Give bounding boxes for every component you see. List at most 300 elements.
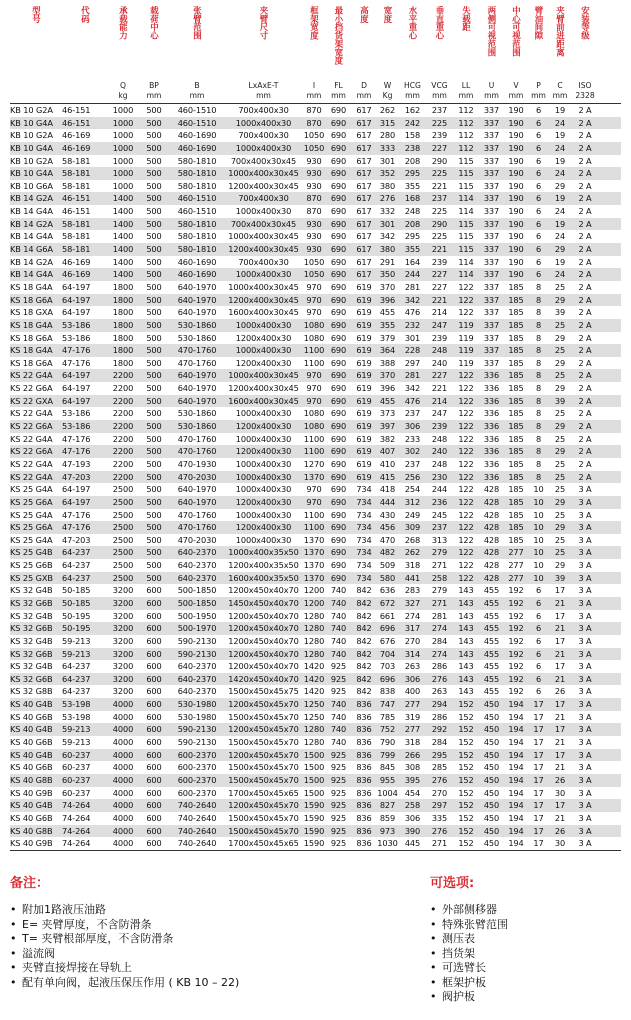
cell-load-center-bp: 500	[146, 142, 162, 153]
cell-arm-range-b: 740-2640	[177, 812, 217, 823]
cell-u: 455	[483, 661, 500, 672]
cell-model: KS 32 G4B	[10, 661, 53, 672]
cell-c: 21	[554, 673, 566, 684]
cell-code: 47-176	[62, 446, 91, 457]
table-row	[10, 268, 621, 281]
cell-arm-range-b: 500-1850	[177, 585, 217, 596]
header-label: 两侧可视范围	[487, 6, 497, 57]
header-col-load-center-bp	[138, 4, 170, 102]
header-unit: mm	[306, 91, 322, 100]
cell-p: 6	[535, 168, 542, 179]
cell-vcg: 236	[431, 496, 448, 507]
cell-p: 6	[535, 661, 542, 672]
cell-u: 455	[483, 635, 500, 646]
cell-min-backrest-fl: 690	[330, 231, 347, 242]
header-label: 型号	[31, 6, 42, 23]
cell-arm-range-b: 460-1690	[177, 130, 217, 141]
cell-arm-size: 1700x450x45x65	[228, 787, 299, 798]
cell-c: 24	[554, 231, 566, 242]
cell-arm-size: 1200x450x40x70	[228, 661, 299, 672]
cell-frame-width-i: 1370	[303, 572, 325, 583]
cell-iso: 2 A	[578, 433, 592, 444]
cell-hcg: 277	[404, 699, 421, 710]
cell-arm-range-b: 740-2640	[177, 838, 217, 849]
cell-load-center-bp: 500	[146, 522, 162, 533]
table-row	[10, 534, 621, 547]
cell-ll: 114	[458, 269, 474, 280]
cell-load-center-bp: 600	[146, 812, 162, 823]
cell-height-d: 617	[356, 155, 372, 166]
cell-code: 64-197	[62, 294, 91, 305]
cell-arm-size: 1500x450x45x70	[228, 762, 299, 773]
table-row	[10, 445, 621, 458]
cell-hcg: 295	[404, 231, 421, 242]
cell-hcg: 306	[404, 421, 421, 432]
cell-p: 17	[533, 699, 544, 710]
cell-ll: 119	[458, 345, 474, 356]
cell-min-backrest-fl: 690	[330, 193, 347, 204]
cell-iso: 3 A	[578, 787, 592, 798]
cell-v: 277	[508, 560, 524, 571]
cell-u: 337	[483, 319, 500, 330]
cell-width-w: 696	[379, 673, 396, 684]
cell-frame-width-i: 1050	[303, 269, 325, 280]
cell-capacity-q: 1400	[112, 231, 134, 242]
cell-model: KB 14 G2A	[10, 193, 53, 204]
cell-vcg: 286	[431, 661, 448, 672]
header-symbol: C	[557, 81, 563, 90]
cell-load-center-bp: 500	[146, 168, 162, 179]
cell-p: 8	[535, 458, 542, 469]
cell-v: 192	[508, 610, 524, 621]
header-symbol: W	[383, 81, 392, 90]
cell-model: KB 10 G2A	[10, 130, 53, 141]
cell-arm-size: 1000x400x30	[235, 269, 292, 280]
cell-min-backrest-fl: 690	[330, 105, 347, 115]
cell-c: 24	[554, 117, 566, 128]
cell-arm-size: 1600x400x35x50	[228, 572, 299, 583]
notes-item: • 附加1路液压油路	[10, 903, 410, 918]
cell-vcg: 279	[431, 547, 448, 558]
cell-load-center-bp: 600	[146, 737, 162, 748]
cell-ll: 122	[458, 446, 474, 457]
cell-code: 64-197	[62, 496, 91, 507]
header-unit: mm	[432, 91, 447, 100]
cell-arm-range-b: 600-2370	[177, 762, 217, 773]
cell-c: 17	[554, 724, 566, 735]
cell-capacity-q: 4000	[112, 699, 134, 710]
cell-u: 337	[483, 345, 500, 356]
cell-v: 185	[508, 433, 524, 444]
cell-capacity-q: 3200	[112, 597, 134, 608]
cell-arm-size: 1000x400x30	[235, 458, 292, 469]
header-symbol: D	[361, 81, 367, 90]
cell-height-d: 842	[356, 673, 372, 684]
cell-frame-width-i: 970	[306, 281, 322, 292]
cell-p: 10	[533, 534, 544, 545]
header-unit: mm	[552, 91, 568, 100]
cell-height-d: 842	[356, 585, 372, 596]
cell-vcg: 313	[431, 534, 448, 545]
table-row	[10, 155, 621, 168]
cell-arm-range-b: 460-1690	[177, 142, 217, 153]
cell-height-d: 836	[356, 737, 372, 748]
notes-item: • 配有单向阀，起液压保压作用 ( KB 10 – 22)	[10, 976, 410, 991]
cell-v: 185	[508, 509, 524, 520]
cell-ll: 122	[458, 370, 474, 381]
cell-iso: 3 A	[578, 597, 592, 608]
cell-height-d: 842	[356, 597, 372, 608]
cell-iso: 2 A	[578, 231, 592, 242]
cell-width-w: 747	[379, 699, 396, 710]
cell-min-backrest-fl: 740	[330, 699, 347, 710]
cell-width-w: 379	[379, 332, 396, 343]
cell-height-d: 617	[356, 168, 372, 179]
cell-v: 185	[508, 332, 524, 343]
cell-capacity-q: 1000	[112, 180, 134, 191]
table-row	[10, 192, 621, 205]
cell-height-d: 842	[356, 661, 372, 672]
cell-capacity-q: 2200	[112, 433, 134, 444]
cell-arm-size: 700x400x30x45	[230, 218, 297, 229]
cell-hcg: 319	[404, 711, 421, 722]
cell-height-d: 734	[356, 547, 372, 558]
cell-arm-range-b: 640-1970	[177, 496, 217, 507]
cell-frame-width-i: 1080	[303, 421, 325, 432]
cell-code: 64-237	[62, 673, 91, 684]
cell-arm-size: 1700x450x45x65	[228, 838, 299, 849]
cell-p: 8	[535, 395, 542, 406]
cell-arm-range-b: 640-1970	[177, 307, 217, 318]
cell-vcg: 297	[431, 800, 448, 811]
cell-height-d: 619	[356, 421, 372, 432]
cell-v: 194	[508, 699, 524, 710]
cell-min-backrest-fl: 690	[330, 130, 347, 141]
cell-width-w: 455	[379, 307, 396, 318]
cell-model: KS 18 G6A	[10, 294, 53, 305]
cell-arm-range-b: 600-2370	[177, 749, 217, 760]
cell-height-d: 842	[356, 610, 372, 621]
cell-v: 192	[508, 686, 524, 697]
options-item: • 挡货架	[430, 947, 630, 962]
table-row	[10, 610, 621, 623]
header-col-v	[504, 4, 528, 102]
table-row	[10, 648, 621, 661]
cell-load-center-bp: 600	[146, 661, 162, 672]
cell-height-d: 617	[356, 206, 372, 217]
cell-arm-size: 1200x400x30x45	[228, 294, 299, 305]
cell-iso: 2 A	[578, 332, 592, 343]
cell-v: 185	[508, 484, 524, 495]
cell-height-d: 619	[356, 294, 372, 305]
cell-iso: 3 A	[578, 572, 592, 583]
cell-height-d: 617	[356, 193, 372, 204]
cell-frame-width-i: 870	[306, 117, 322, 128]
cell-vcg: 279	[431, 585, 448, 596]
cell-arm-size: 1200x450x40x70	[228, 623, 299, 634]
cell-capacity-q: 2200	[112, 458, 134, 469]
cell-arm-range-b: 460-1690	[177, 269, 217, 280]
header-unit: Kg	[382, 91, 393, 100]
cell-code: 59-213	[62, 724, 91, 735]
cell-v: 194	[508, 724, 524, 735]
cell-ll: 114	[458, 193, 474, 204]
cell-vcg: 227	[431, 370, 448, 381]
cell-p: 17	[533, 838, 544, 849]
cell-p: 8	[535, 345, 542, 356]
cell-iso: 3 A	[578, 686, 592, 697]
header-col-c	[549, 4, 571, 102]
cell-iso: 2 A	[578, 256, 592, 267]
cell-capacity-q: 2500	[112, 534, 134, 545]
cell-c: 26	[554, 774, 566, 785]
cell-p: 8	[535, 319, 542, 330]
notes-item: • T= 夹臂根部厚度，不含防滑条	[10, 932, 410, 947]
cell-load-center-bp: 500	[146, 421, 162, 432]
cell-min-backrest-fl: 690	[330, 357, 347, 368]
cell-capacity-q: 4000	[112, 774, 134, 785]
cell-u: 455	[483, 686, 500, 697]
cell-v: 185	[508, 534, 524, 545]
cell-u: 336	[483, 471, 500, 482]
cell-arm-range-b: 470-1760	[177, 446, 217, 457]
cell-vcg: 237	[431, 193, 448, 204]
cell-hcg: 318	[404, 560, 421, 571]
cell-width-w: 382	[379, 433, 396, 444]
cell-c: 29	[554, 180, 566, 191]
cell-hcg: 164	[404, 256, 421, 267]
cell-arm-size: 1200x450x40x70	[228, 635, 299, 646]
cell-c: 25	[554, 509, 566, 520]
cell-load-center-bp: 500	[146, 471, 162, 482]
cell-capacity-q: 1800	[112, 345, 134, 356]
cell-u: 450	[483, 699, 500, 710]
cell-load-center-bp: 500	[146, 446, 162, 457]
cell-arm-range-b: 470-1760	[177, 345, 217, 356]
options-item: • 特殊张臂范围	[430, 918, 630, 933]
table-row	[10, 723, 621, 736]
cell-v: 185	[508, 307, 524, 318]
cell-capacity-q: 3200	[112, 648, 134, 659]
cell-u: 337	[483, 269, 500, 280]
header-label: 夹臂尺寸	[259, 6, 269, 40]
cell-c: 29	[554, 421, 566, 432]
cell-v: 192	[508, 585, 524, 596]
cell-arm-range-b: 580-1810	[177, 244, 217, 255]
cell-arm-size: 1500x450x45x70	[228, 812, 299, 823]
cell-v: 185	[508, 458, 524, 469]
cell-width-w: 410	[379, 458, 396, 469]
cell-min-backrest-fl: 690	[330, 572, 347, 583]
options-item: • 可选臂长	[430, 961, 630, 976]
header-col-height-d	[352, 4, 376, 102]
cell-width-w: 396	[379, 383, 396, 394]
cell-v: 185	[508, 522, 524, 533]
cell-p: 6	[535, 635, 542, 646]
cell-code: 59-213	[62, 635, 91, 646]
cell-ll: 122	[458, 458, 474, 469]
cell-frame-width-i: 970	[306, 484, 322, 495]
cell-width-w: 456	[379, 522, 396, 533]
cell-min-backrest-fl: 740	[330, 610, 347, 621]
cell-ll: 112	[458, 117, 474, 128]
cell-u: 336	[483, 446, 500, 457]
cell-frame-width-i: 970	[306, 294, 322, 305]
cell-width-w: 350	[379, 269, 396, 280]
header-label: 最小挡货架宽度	[334, 6, 344, 65]
cell-ll: 114	[458, 256, 474, 267]
cell-vcg: 221	[431, 244, 448, 255]
header-label: 中心可视范围	[511, 6, 522, 57]
cell-model: KS 25 G6A	[10, 496, 53, 507]
cell-ll: 119	[458, 357, 474, 368]
cell-v: 192	[508, 597, 524, 608]
cell-model: KB 10 G6A	[10, 180, 53, 191]
cell-capacity-q: 4000	[112, 749, 134, 760]
cell-height-d: 842	[356, 686, 372, 697]
cell-capacity-q: 2500	[112, 547, 134, 558]
cell-min-backrest-fl: 740	[330, 724, 347, 735]
cell-ll: 122	[458, 281, 474, 292]
cell-frame-width-i: 1200	[303, 597, 325, 608]
cell-model: KS 32 G4B	[10, 610, 53, 621]
cell-p: 8	[535, 421, 542, 432]
cell-iso: 2 A	[578, 155, 592, 166]
table-row	[10, 382, 621, 395]
cell-iso: 3 A	[578, 749, 592, 760]
cell-load-center-bp: 500	[146, 206, 162, 217]
cell-u: 450	[483, 812, 500, 823]
table-row	[10, 344, 621, 357]
cell-u: 337	[483, 218, 500, 229]
cell-min-backrest-fl: 740	[330, 711, 347, 722]
table-row	[10, 837, 621, 850]
cell-u: 428	[483, 572, 500, 583]
table-row	[10, 142, 621, 155]
cell-arm-range-b: 470-1760	[177, 357, 217, 368]
cell-capacity-q: 3200	[112, 673, 134, 684]
header-label: 垂直重心	[435, 6, 445, 40]
cell-v: 190	[508, 269, 524, 280]
cell-width-w: 370	[379, 281, 396, 292]
table-row	[10, 458, 621, 471]
cell-u: 450	[483, 724, 500, 735]
cell-vcg: 221	[431, 180, 448, 191]
cell-u: 337	[483, 307, 500, 318]
table-row	[10, 711, 621, 724]
cell-code: 64-237	[62, 686, 91, 697]
cell-model: KS 25 G4B	[10, 547, 53, 558]
cell-p: 8	[535, 370, 542, 381]
cell-p: 6	[535, 244, 542, 255]
cell-p: 6	[535, 130, 542, 141]
header-label: 高度	[359, 6, 370, 23]
cell-v: 192	[508, 635, 524, 646]
cell-ll: 152	[458, 699, 474, 710]
notes-list	[10, 903, 410, 990]
cell-v: 277	[508, 572, 524, 583]
cell-p: 10	[533, 547, 544, 558]
cell-ll: 143	[458, 648, 474, 659]
cell-height-d: 836	[356, 800, 372, 811]
cell-hcg: 262	[404, 547, 421, 558]
cell-height-d: 836	[356, 838, 372, 849]
cell-ll: 143	[458, 673, 474, 684]
cell-min-backrest-fl: 925	[330, 800, 347, 811]
cell-height-d: 734	[356, 509, 372, 520]
cell-code: 64-237	[62, 572, 91, 583]
cell-frame-width-i: 1080	[303, 332, 325, 343]
cell-hcg: 301	[404, 332, 421, 343]
cell-iso: 3 A	[578, 711, 592, 722]
cell-hcg: 390	[404, 825, 421, 836]
cell-p: 10	[533, 509, 544, 520]
table-row	[10, 673, 621, 686]
cell-arm-range-b: 590-2130	[177, 737, 217, 748]
cell-model: KS 40 G8B	[10, 774, 53, 785]
cell-model: KS 18 G6A	[10, 332, 53, 343]
cell-c: 21	[554, 762, 566, 773]
cell-arm-range-b: 640-1970	[177, 370, 217, 381]
cell-vcg: 274	[431, 648, 448, 659]
cell-arm-size: 1000x400x30	[235, 509, 292, 520]
cell-vcg: 248	[431, 345, 448, 356]
cell-hcg: 342	[404, 294, 421, 305]
cell-width-w: 1004	[377, 787, 398, 798]
cell-p: 17	[533, 762, 544, 773]
cell-p: 17	[533, 787, 544, 798]
cell-load-center-bp: 500	[146, 307, 162, 318]
cell-capacity-q: 1000	[112, 117, 134, 128]
cell-model: KB 14 G6A	[10, 244, 53, 255]
cell-capacity-q: 2500	[112, 572, 134, 583]
cell-frame-width-i: 1420	[303, 686, 325, 697]
cell-vcg: 239	[431, 421, 448, 432]
cell-p: 6	[535, 142, 542, 153]
cell-model: KS 40 G4B	[10, 800, 53, 811]
cell-capacity-q: 2500	[112, 496, 134, 507]
cell-min-backrest-fl: 690	[330, 117, 347, 128]
cell-min-backrest-fl: 690	[330, 269, 347, 280]
cell-p: 10	[533, 484, 544, 495]
cell-code: 46-169	[62, 142, 91, 153]
cell-arm-range-b: 640-2370	[177, 673, 217, 684]
cell-arm-size: 1200x450x40x70	[228, 585, 299, 596]
table-row	[10, 698, 621, 711]
cell-model: KS 40 G6B	[10, 711, 53, 722]
cell-width-w: 696	[379, 623, 396, 634]
cell-arm-range-b: 640-2370	[177, 686, 217, 697]
cell-ll: 112	[458, 130, 474, 141]
header-col-min-backrest-fl	[325, 4, 352, 102]
cell-arm-range-b: 460-1690	[177, 256, 217, 267]
cell-arm-size: 1000x400x30x45	[228, 370, 299, 381]
cell-vcg: 237	[431, 522, 448, 533]
cell-p: 17	[533, 711, 544, 722]
cell-u: 337	[483, 117, 500, 128]
header-unit: mm	[458, 91, 474, 100]
cell-hcg: 256	[404, 471, 421, 482]
cell-iso: 3 A	[578, 800, 592, 811]
cell-vcg: 294	[431, 699, 448, 710]
cell-ll: 122	[458, 534, 474, 545]
cell-iso: 3 A	[578, 838, 592, 849]
cell-v: 185	[508, 395, 524, 406]
cell-c: 25	[554, 534, 566, 545]
cell-width-w: 973	[379, 825, 396, 836]
cell-vcg: 335	[431, 812, 448, 823]
cell-ll: 112	[458, 142, 474, 153]
